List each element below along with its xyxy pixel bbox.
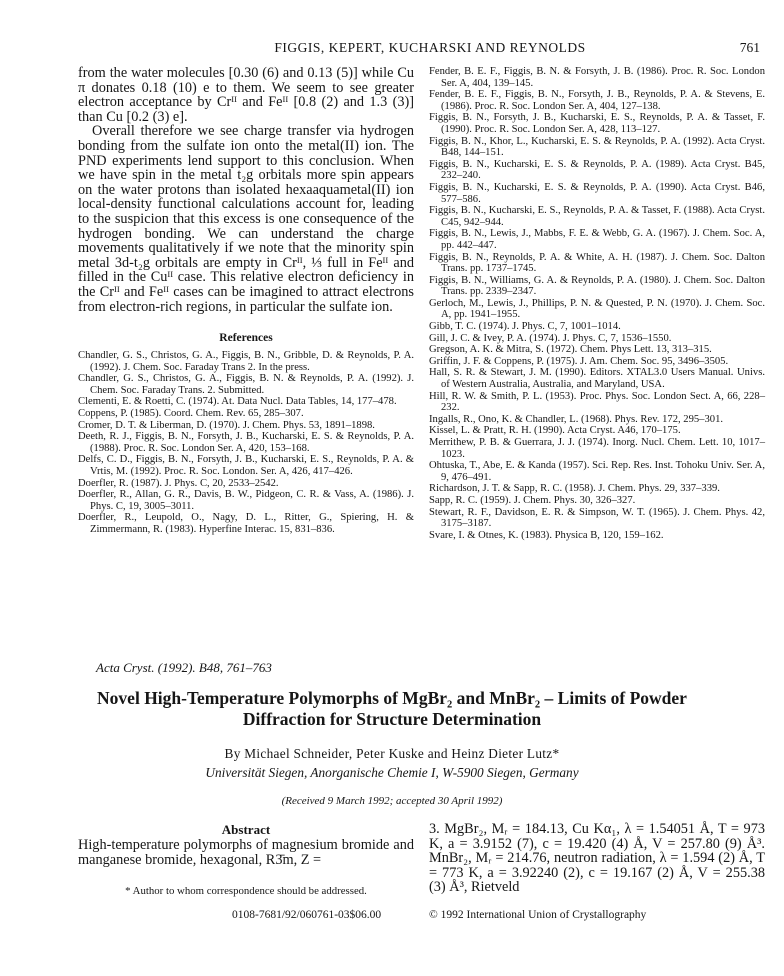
article-code: 0108-7681/92/060761-03$06.00: [232, 909, 382, 921]
reference-item: Figgis, B. N., Reynolds, P. A. & White, A. H. (1987). J. Chem. Soc. Dalton Trans. pp. 1737–1745.: [429, 251, 765, 275]
reference-item: Figgis, B. N., Khor, L., Kucharski, E. S. & Reynolds, P. A. (1992). Acta Cryst. B48, 144–151.: [429, 135, 765, 159]
reference-item: Figgis, B. N., Williams, G. A. & Reynolds, P. A. (1980). J. Chem. Soc. Dalton Trans. pp. 2339–2347.: [429, 274, 765, 298]
copyright-line: © 1992 International Union of Crystallography: [429, 909, 647, 921]
reference-item: Richardson, J. T. & Sapp, R. C. (1958). J. Chem. Phys. 29, 337–339.: [429, 483, 720, 495]
reference-item: Merrithew, P. B. & Guerrara, J. J. (1974). Inorg. Nucl. Chem. Lett. 10, 1017–1023.: [429, 437, 765, 460]
received-date-line: (Received 9 March 1992; accepted 30 April 1992): [281, 795, 503, 807]
journal-citation-line: Acta Cryst. (1992). B48, 761–763: [96, 660, 272, 675]
reference-item: Griffin, J. F. & Coppens, P. (1975). J. Am. Chem. Soc. 95, 3496–3505.: [429, 355, 729, 367]
abstract-text-left: [78, 838, 414, 867]
page-number: 761: [739, 40, 760, 55]
reference-item: Sapp, R. C. (1959). J. Chem. Phys. 30, 326–327.: [429, 494, 636, 506]
reference-item: Gill, J. C. & Ivey, P. A. (1974). J. Phys. C, 7, 1536–1550.: [429, 332, 672, 344]
reference-item: Gregson, A. K. & Mitra, S. (1972). Chem. Phys Lett. 13, 313–315.: [429, 344, 712, 356]
reference-item: Hill, R. W. & Smith, P. L. (1953). Proc. Phys. Soc. London Sect. A, 66, 228–232.: [429, 390, 765, 414]
author-line: By Michael Schneider, Peter Kuske and Heinz Dieter Lutz*: [224, 746, 560, 761]
reference-item: Doerfler, R., Leupold, O., Nagy, D. L., Ritter, G., Spiering, H. & Zimmermann, R. (1983). Hyperfine Interac. 15, 831–836.: [78, 512, 414, 535]
reference-item: Delfs, C. D., Figgis, B. N., Forsyth, J. B., Kucharski, E. S., Reynolds, P. A. & Vrtis, M. (1992). Proc. R. Soc. London. Ser. A, 426, 417–426.: [78, 454, 414, 478]
reference-item: Hall, S. R. & Stewart, J. M. (1990). Editors. XTAL3.0 Users Manual. Univs. of Western Australia, Australia, and Maryland, USA.: [429, 367, 765, 391]
reference-item: Doerfler, R., Allan, G. R., Davis, B. W., Pidgeon, C. R. & Vass, A. (1986). J. Phys. C, 19, 3005–3011.: [78, 489, 414, 512]
body-paragraph: from the water molecules [0.30 (6) and 0.13 (5)] while Cu π donates 0.18 (10) e to them. We seem to see greater electron acceptance by Crᴵᴵ and Feᴵᴵ [0.8 (2) and 1.3 (3)] than Cu [0.2 (3) e].: [78, 65, 414, 125]
reference-item: Figgis, B. N., Kucharski, E. S., Reynolds, P. A. & Tasset, F. (1988). Acta Cryst. C45, 942–944.: [429, 205, 765, 228]
left-column: [78, 66, 414, 536]
reference-item: Stewart, R. F., Davidson, E. R. & Simpson, W. T. (1965). J. Chem. Phys. 42, 3175–3187.: [429, 506, 765, 530]
article-title: Novel High-Temperature Polymorphs of MgBr₂ and MnBr₂ – Limits of Powder Diffraction for Structure Determination: [97, 688, 687, 729]
reference-item: Fender, B. E. F., Figgis, B. N. & Forsyth, J. B. (1986). Proc. R. Soc. London Ser. A, 404, 139–145.: [429, 66, 765, 89]
reference-item: Clementi, E. & Roetti, C. (1974). At. Data Nucl. Data Tables, 14, 177–478.: [78, 396, 397, 408]
reference-item: Doerfler, R. (1987). J. Phys. C, 20, 2533–2542.: [78, 477, 279, 489]
right-column: [429, 66, 765, 541]
reference-item: Fender, B. E. F., Figgis, B. N., Forsyth, J. B., Reynolds, P. A. & Stevens, E. (1986). Proc. R. Soc. London Ser. A, 404, 127–138.: [429, 89, 765, 112]
reference-item: Kissel, L. & Pratt, R. H. (1990). Acta Cryst. A46, 170–175.: [429, 425, 681, 437]
reference-item: Deeth, R. J., Figgis, B. N., Forsyth, J. B., Kucharski, E. S. & Reynolds, P. A. (1988). Proc. R. Soc. London Ser. A, 420, 153–168.: [78, 431, 414, 454]
abstract-text-right: [429, 822, 765, 895]
reference-item: Ingalls, R., Ono, K. & Chandler, L. (1968). Phys. Rev. 172, 295–301.: [429, 413, 724, 425]
reference-item: Cromer, D. T. & Liberman, D. (1970). J. Chem. Phys. 53, 1891–1898.: [78, 419, 375, 431]
references-heading: References: [219, 332, 273, 345]
affiliation-line: Universität Siegen, Anorganische Chemie I, W-5900 Siegen, Germany: [205, 765, 579, 780]
reference-item: Figgis, B. N., Kucharski, E. S. & Reynolds, P. A. (1989). Acta Cryst. B45, 232–240.: [429, 158, 765, 182]
abstract-paragraph: 3. MgBr₂, Mᵣ = 184.13, Cu Kα₁, λ = 1.54051 Å, T = 973 K, a = 3.9152 (7), c = 19.420 (4) Å, V = 257.80 (9) Å³. MnBr₂, Mᵣ = 214.76, neutron radiation, λ = 1.594 (2) Å, T = 773 K, a = 3.92240 (2), c = 19.167 (2) Å, V = 255.38 (3) Å³, Rietveld: [429, 821, 765, 896]
reference-item: Gerloch, M., Lewis, J., Phillips, P. N. & Quested, P. N. (1970). J. Chem. Soc. A, pp. 1941–1955.: [429, 297, 765, 321]
body-paragraph: Overall therefore we see charge transfer via hydrogen bonding from the sulfate ion onto the metal(II) ion. The PND experiments lend support to this conclusion. When we have spin in the metal t₂g orbitals more spin appears on the water protons than isolated hexaaquametal(II) ion local-density functional calculations account for, leading to the suspicion that this excess is one consequence of the hydrogen bonding. We can understand the charge movements qualitatively if we note that the minority spin metal 3d-t₂g orbitals are empty in Crᴵᴵ, ⅓ full in Feᴵᴵ and filled in the Cuᴵᴵ case. This relative electron deficiency in the Crᴵᴵ and Feᴵᴵ cases can be imagined to attract electrons from electron-rich regions, in particular the sulfate ion.: [78, 123, 414, 315]
abstract-heading: Abstract: [221, 822, 271, 837]
reference-item: Chandler, G. S., Christos, G. A., Figgis, B. N., Gribble, D. & Reynolds, P. A. (1992). J. Chem. Soc. Faraday Trans 2. In the press.: [78, 350, 414, 373]
reference-item: Figgis, B. N., Forsyth, J. B., Kucharski, E. S., Reynolds, P. A. & Tasset, F. (1990). Proc. R. Soc. London Ser. A, 428, 113–127.: [429, 112, 765, 135]
running-head: FIGGIS, KEPERT, KUCHARSKI AND REYNOLDS: [274, 40, 586, 55]
reference-item: Figgis, B. N., Lewis, J., Mabbs, F. E. & Webb, G. A. (1967). J. Chem. Soc. A, pp. 442–447.: [429, 228, 765, 251]
reference-item: Gibb, T. C. (1974). J. Phys. C, 7, 1001–1014.: [429, 321, 621, 333]
reference-item: Figgis, B. N., Kucharski, E. S. & Reynolds, P. A. (1990). Acta Cryst. B46, 577–586.: [429, 181, 765, 205]
abstract-paragraph: High-temperature polymorphs of magnesium bromide and manganese bromide, hexagonal, R3̄m, Z =: [78, 837, 414, 868]
reference-item: Coppens, P. (1985). Coord. Chem. Rev. 65, 285–307.: [78, 408, 304, 420]
correspondence-footnote: * Author to whom correspondence should be addressed.: [125, 885, 367, 897]
reference-item: Ohtuska, T., Abe, E. & Kanda (1957). Sci. Rep. Res. Inst. Tohoku Univ. Ser. A, 9, 476–491.: [429, 460, 765, 483]
reference-item: Chandler, G. S., Christos, G. A., Figgis, B. N. & Reynolds, P. A. (1992). J. Chem. Soc. Faraday Trans. 2. Submitted.: [78, 373, 414, 396]
reference-item: Svare, I. & Otnes, K. (1983). Physica B, 120, 159–162.: [429, 529, 664, 541]
